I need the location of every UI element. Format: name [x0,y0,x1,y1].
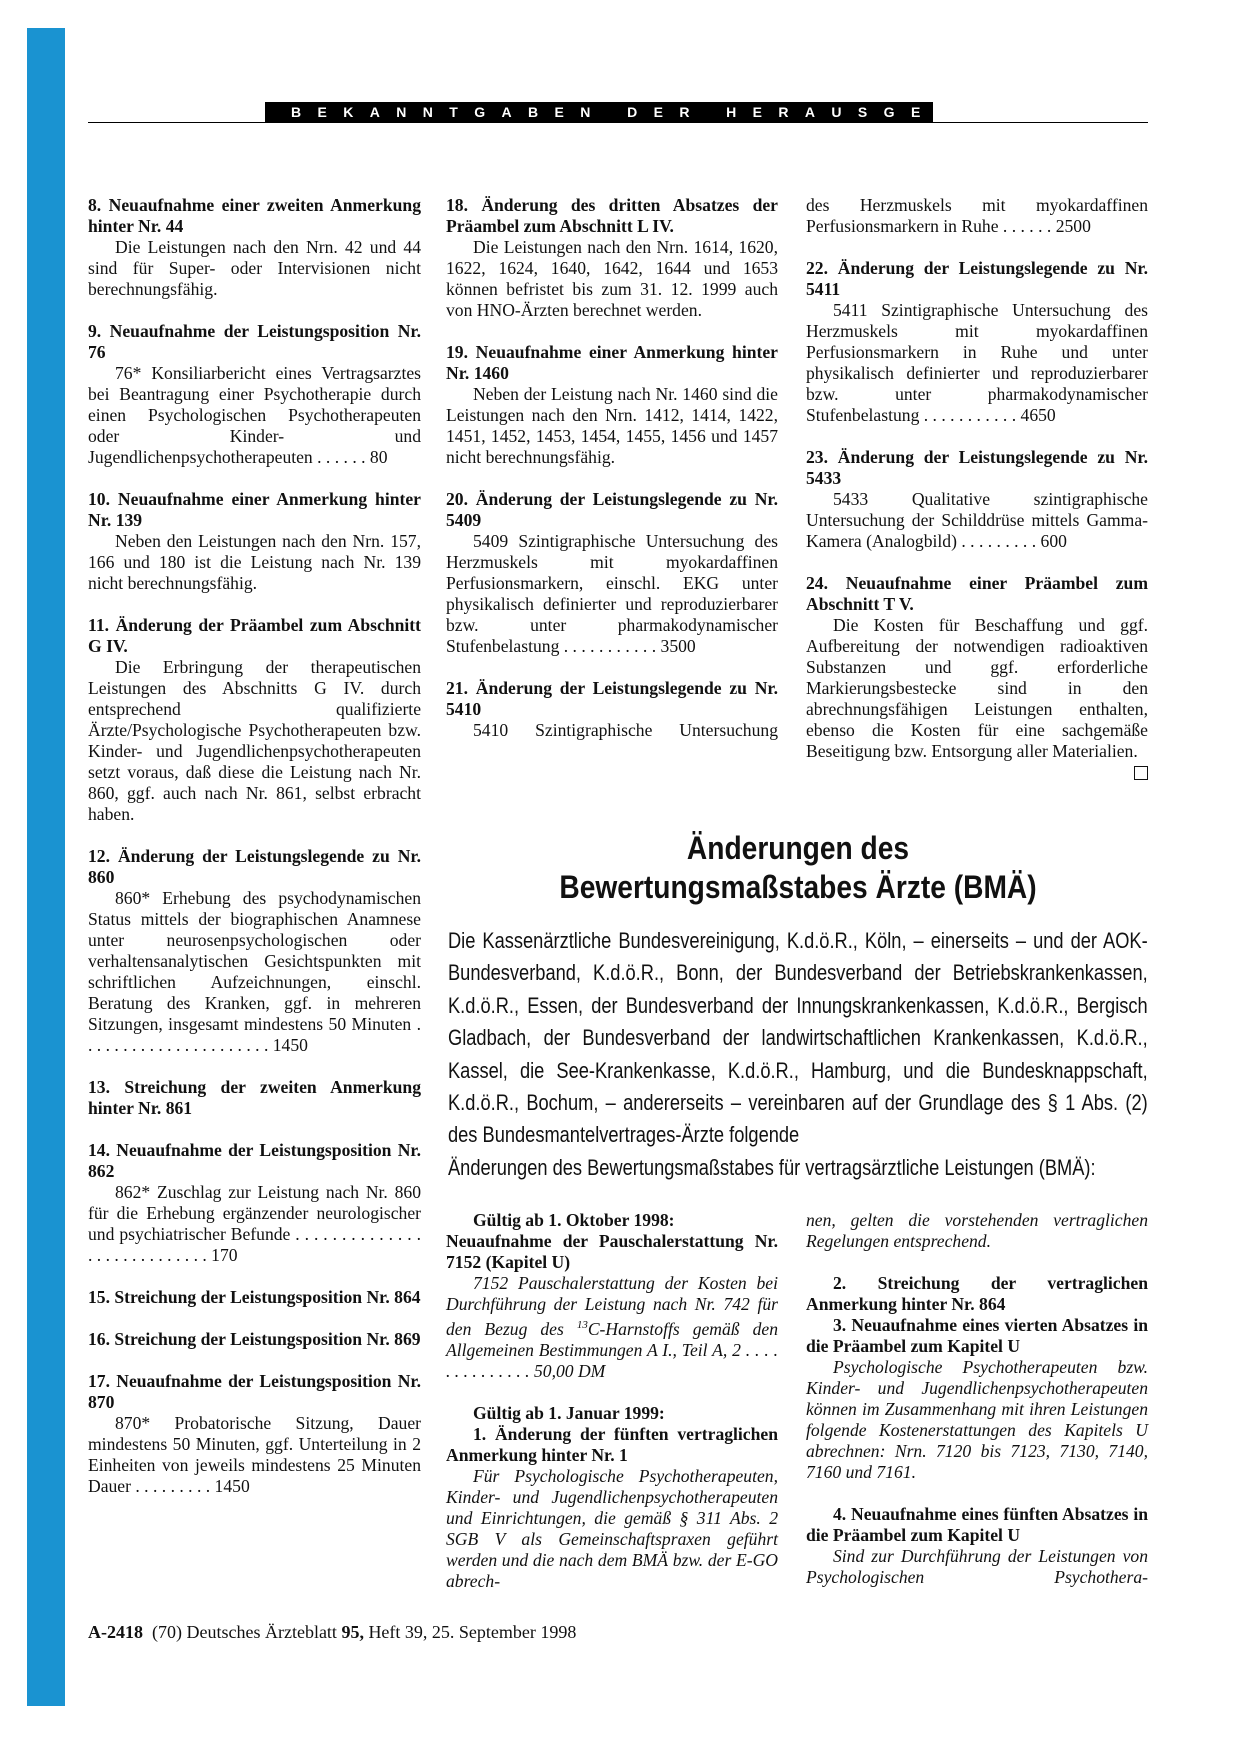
item-text-continued: nen, gelten die vorstehenden vertraglichen Regelungen entsprechend. [806,1210,1148,1251]
item-heading: 16. Streichung der Leistungsposition Nr. 869 [88,1329,421,1349]
side-color-bar [27,28,65,1706]
column-2 [446,195,778,741]
item-text: 862* Zuschlag zur Leistung nach Nr. 860 für die Erhebung ergänzender neurologischer und psychiatrischer Befunde . . . . . . . . . . . . . . . . . . . . . . . . . . . . 170 [88,1182,421,1265]
item-heading: 4. Neuaufnahme eines fünften Absatzes in die Präambel zum Kapitel U [806,1504,1148,1545]
article-title-line-1: Änderungen des [686,830,910,866]
article-title [490,829,1106,907]
item-text: 5433 Qualitative szintigraphische Untersuchung der Schilddrüse mittels Gamma-Kamera (Analogbild) . . . . . . . . . 600 [806,489,1148,551]
journal-name: (70) Deutsches Ärzteblatt [152,1622,342,1642]
item-heading: 18. Änderung des dritten Absatzes der Präambel zum Abschnitt L IV. [446,195,778,236]
item-text: 5411 Szintigraphische Untersuchung des Herzmuskels mit myokardaffinen Perfusionsmarkern in Ruhe und unter physikalisch definierter und reproduzierbarer bzw. unter pharmakodynamischer Stufenbelastung . . . . . . . . . . . 4650 [806,300,1148,425]
article-intro-text: Die Kassenärztliche Bundesvereinigung, K.d.ö.R., Köln, – einerseits – und der AOK-Bundesverband, K.d.ö.R., Bonn, der Bundesverband der Betriebskrankenkassen, K.d.ö.R., Essen, der Bundesverband der Innungskrankenkassen, K.d.ö.R., Bergisch Gladbach, der Bundesverband der landwirtschaftlichen Krankenkassen, K.d.ö.R., Kassel, die See-Krankenkasse, K.d.ö.R., Hamburg, und die Bundesknappschaft, K.d.ö.R., Bochum, – andererseits – vereinbaren auf der Grundlage des § 1 Abs. (2) des Bundesmantelvertrages-Ärzte folgende [448,928,1148,1148]
item-text: 5410 Szintigraphische Untersuchung [473,720,778,740]
column-1 [88,195,421,1497]
column-3 [806,195,1148,780]
item-heading: Neuaufnahme der Pauschalerstattung Nr. 7152 (Kapitel U) [446,1231,778,1272]
item-heading: 23. Änderung der Leistungslegende zu Nr. 5433 [806,447,1148,488]
item-text-part: C-Harnstoffs gemäß den Allgemeinen Bestimmungen A I., Teil A, 2 . . . . . . . . . . . . . . 50,00 DM [446,1318,778,1381]
item-text: Sind zur Durchführung der Leistungen von Psychologischen Psychothera- [806,1546,1148,1587]
item-text: 870* Probatorische Sitzung, Dauer mindestens 50 Minuten, ggf. Unterteilung in 2 Einheiten von jeweils mindestens 25 Minuten Dauer . . . . . . . . . 1450 [88,1413,421,1496]
item-heading: 21. Änderung der Leistungslegende zu Nr. 5410 [446,678,778,719]
item-text: 860* Erhebung des psychodynamischen Status mittels der biographischen Anamnese unter neurosenpsychologischen oder verhaltensanalytischen Gesichtspunkten mit schriftlichen Aufzeichnungen, einschl. Beratung des Kranken, ggf. in mehreren Sitzungen, insgesamt mindestens 50 Minuten . . . . . . . . . . . . . . . . . . . . . . 1450 [88,888,421,1055]
item-text: 5409 Szintigraphische Untersuchung des Herzmuskels mit myokardaffinen Perfusionsmarkern, einschl. EKG unter physikalisch definierter und reproduzierbarer bzw. unter pharmakodynamischer Stufenbelastung . . . . . . . . . . . 3500 [446,531,778,656]
page-footer [88,1622,576,1643]
section-header: BEKANNTGABEN DER HERAUSGEBER [265,102,933,122]
page-number: A-2418 [88,1622,143,1642]
item-text: Für Psychologische Psychotherapeuten, Kinder- und Jugendlichenpsychotherapeuten und Einrichtungen, die gemäß § 311 Abs. 2 SGB V als Gemeinschaftspraxen geführt werden und die nach dem BMÄ bzw. der E-GO abrech- [446,1465,778,1591]
item-heading: 17. Neuaufnahme der Leistungsposition Nr. 870 [88,1371,421,1412]
item-text: Neben den Leistungen nach den Nrn. 157, 166 und 180 ist die Leistung nach Nr. 139 nicht berechnungsfähig. [88,531,421,593]
item-heading: 12. Änderung der Leistungslegende zu Nr. 860 [88,846,421,887]
item-heading: 8. Neuaufnahme einer zweiten Anmerkung hinter Nr. 44 [88,195,421,236]
item-text: Die Leistungen nach den Nrn. 42 und 44 sind für Super- oder Intervisionen nicht berechnungsfähig. [88,237,421,299]
end-of-article-box-icon [1134,766,1148,780]
item-heading: 3. Neuaufnahme eines vierten Absatzes in die Präambel zum Kapitel U [806,1315,1148,1356]
item-heading: 22. Änderung der Leistungslegende zu Nr. 5411 [806,258,1148,299]
item-text: 76* Konsiliarbericht eines Vertragsarztes bei Beantragung einer Psychotherapie durch einen Psychologischen Psychotherapeuten oder Kinder- und Jugendlichenpsychotherapeuten . . . . . . 80 [88,363,421,467]
item-text [446,1273,778,1382]
item-text: Die Erbringung der therapeutischen Leistungen des Abschnitts G IV. durch entsprechend qualifizierte Ärzte/Psychologische Psychotherapeuten bzw. Kinder- und Jugendlichenpsychotherapeuten setzt voraus, daß diese die Leistung nach Nr. 860, ggf. auch nach Nr. 861, selbst erbracht haben. [88,657,421,824]
item-text: Die Kosten für Beschaffung und ggf. Aufbereitung der notwendigen radioaktiven Substanzen und ggf. erforderliche Markierungsbestecke sind in den abrechnungsfähigen Leistungen enthalten, ebenso die Kosten für eine sachgemäße Beseitigung bzw. Entsorgung aller Materialien. [806,615,1148,761]
article-title-line-2: Bewertungsmaßstabes Ärzte (BMÄ) [559,869,1037,905]
item-heading: 2. Streichung der vertraglichen Anmerkung hinter Nr. 864 [806,1273,1148,1314]
article-column-2 [806,1210,1148,1588]
volume: 95, [341,1622,364,1642]
item-heading: 20. Änderung der Leistungslegende zu Nr. 5409 [446,489,778,530]
item-text: Die Leistungen nach den Nrn. 1614, 1620, 1622, 1624, 1640, 1642, 1644 und 1653 können befristet bis zum 31. 12. 1999 auch von HNO-Ärzten berechnet werden. [446,237,778,320]
item-heading: 14. Neuaufnahme der Leistungsposition Nr. 862 [88,1140,421,1181]
issue-date: Heft 39, 25. September 1998 [363,1622,577,1642]
item-text: Neben der Leistung nach Nr. 1460 sind die Leistungen nach den Nrn. 1412, 1414, 1422, 1451, 1452, 1453, 1454, 1455, 1456 und 1457 nicht berechnungsfähig. [446,384,778,467]
article-intro-text-end: Änderungen des Bewertungsmaßstabes für vertragsärztliche Leistungen (BMÄ): [448,1154,1096,1180]
item-heading: 15. Streichung der Leistungsposition Nr. 864 [88,1287,421,1307]
item-heading: 19. Neuaufnahme einer Anmerkung hinter Nr. 1460 [446,342,778,383]
article-intro [448,925,1148,1195]
item-text-part: 7152 Pauschalerstattung der Kosten bei Durchführung der Leistung nach Nr. 742 für den Bezug des [446,1273,778,1339]
validity-heading: Gültig ab 1. Oktober 1998: [473,1210,675,1230]
item-text-wrap [806,615,1148,762]
item-heading: 10. Neuaufnahme einer Anmerkung hinter Nr. 139 [88,489,421,530]
item-text: Psychologische Psychotherapeuten bzw. Kinder- und Jugendlichenpsychotherapeuten können im Zusammenhang mit ihren Leistungen folgende Kostenerstattungen des Kapitels U abrechnen: Nrn. 7120 bis 7123, 7130, 7140, 7160 und 7161. [806,1357,1148,1482]
item-heading: 24. Neuaufnahme einer Präambel zum Abschnitt T V. [806,573,1148,614]
item-heading: 11. Änderung der Präambel zum Abschnitt G IV. [88,615,421,656]
item-heading: 1. Änderung der fünften vertraglichen Anmerkung hinter Nr. 1 [446,1423,778,1465]
superscript: 13 [576,1319,588,1331]
item-text-continued: des Herzmuskels mit myokardaffinen Perfusionsmarkern in Ruhe . . . . . . 2500 [806,195,1148,236]
header-rule [88,122,1148,123]
article-column-1 [446,1210,778,1592]
validity-heading: Gültig ab 1. Januar 1999: [473,1402,665,1423]
item-heading: 13. Streichung der zweiten Anmerkung hinter Nr. 861 [88,1077,421,1118]
item-heading: 9. Neuaufnahme der Leistungsposition Nr. 76 [88,321,421,362]
